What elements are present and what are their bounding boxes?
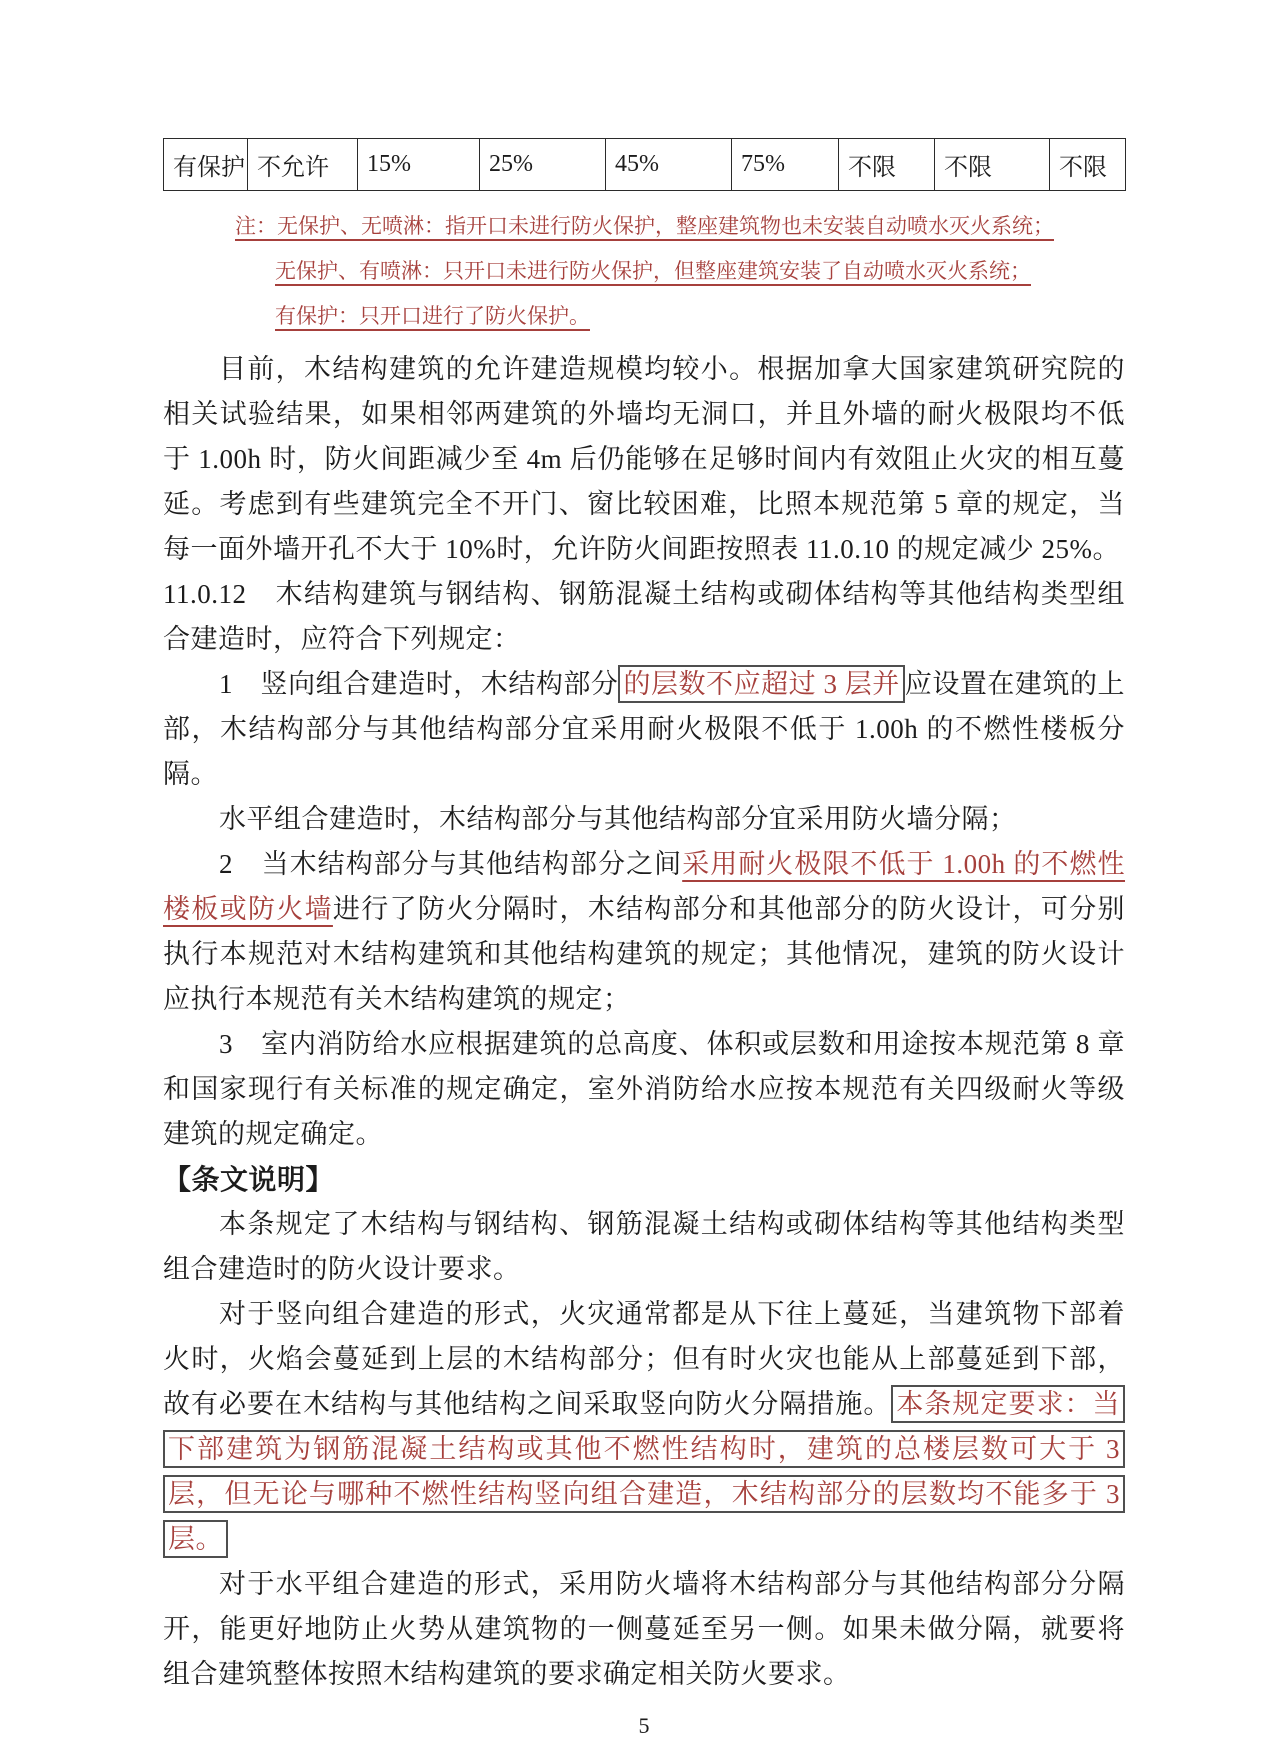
table-cell: 45% bbox=[606, 139, 732, 191]
text-segment: 水平组合建造时，木结构部分与其他结构部分宜采用防火墙分隔； bbox=[219, 804, 1017, 834]
text-segment: 对于竖向组合建造的形式，火灾通常都是从下往上蔓延，当建筑物下部着火时，火焰会蔓延到上层的木结构部分；但有时火灾也能从上部蔓延到下部，故有必要在木结构与其他结构之间采取竖向防火分隔措施。 bbox=[163, 1299, 1125, 1419]
page-number: 5 bbox=[638, 1713, 650, 1738]
table-row bbox=[164, 139, 1126, 191]
para-horizontal-rule bbox=[163, 797, 1125, 842]
para-current-scale bbox=[163, 347, 1125, 572]
fire-protection-table bbox=[163, 138, 1126, 191]
table-cell: 15% bbox=[358, 139, 480, 191]
heading-article-explanation bbox=[163, 1157, 1125, 1202]
table-note: 注：无保护、无喷淋：指开口未进行防火保护，整座建筑物也未安装自动喷水灭火系统； bbox=[235, 214, 1054, 238]
text-segment: 本条规定了木结构与钢结构、钢筋混凝土结构或砌体结构等其他结构类型组合建造时的防火设计要求。 bbox=[163, 1209, 1125, 1284]
text-segment: 1 竖向组合建造时，木结构部分 bbox=[219, 669, 619, 699]
red-underline-segment: 采用耐火极限不低于 1.00h 的不燃性楼板或防火墙 bbox=[163, 849, 1126, 924]
document-body bbox=[163, 347, 1125, 1697]
table-cell: 不允许 bbox=[248, 139, 358, 191]
para-item-2 bbox=[163, 842, 1125, 1022]
text-segment: 应设置在建筑的上部，木结构部分与其他结构部分宜采用耐火极限不低于 1.00h 的不燃性楼板分隔。 bbox=[163, 669, 1126, 789]
para-vertical-explanation bbox=[163, 1292, 1125, 1562]
text-segment: 3 室内消防给水应根据建筑的总高度、体积或层数和用途按本规范第 8 章和国家现行有关标准的规定确定，室外消防给水应按本规范有关四级耐火等级建筑的规定确定。 bbox=[163, 1029, 1125, 1149]
text-segment: 2 当木结构部分与其他结构部分之间 bbox=[219, 849, 683, 879]
para-item-1 bbox=[163, 662, 1125, 797]
para-clause-11-0-12 bbox=[163, 572, 1125, 662]
text-segment: 【条文说明】 bbox=[163, 1164, 335, 1195]
table-note: 无保护、有喷淋：只开口未进行防火保护，但整座建筑安装了自动喷水灭火系统； bbox=[275, 259, 1031, 283]
table-notes bbox=[163, 204, 1125, 339]
para-item-3 bbox=[163, 1022, 1125, 1157]
text-segment: 11.0.12 木结构建筑与钢结构、钢筋混凝土结构或砌体结构等其他结构类型组合建造时，应符合下列规定： bbox=[163, 579, 1125, 654]
table-cell: 不限 bbox=[1050, 139, 1126, 191]
text-segment: 进行了防火分隔时，木结构部分和其他部分的防火设计，可分别执行本规范对木结构建筑和其他结构建筑的规定；其他情况，建筑的防火设计应执行本规范有关木结构建筑的规定； bbox=[163, 894, 1126, 1014]
text-segment: 对于水平组合建造的形式，采用防火墙将木结构部分与其他结构部分分隔开，能更好地防止火势从建筑物的一侧蔓延至另一侧。如果未做分隔，就要将组合建筑整体按照木结构建筑的要求确定相关防火要求。 bbox=[163, 1569, 1125, 1689]
red-box-segment: 的层数不应超过 3 层并 bbox=[618, 665, 904, 703]
table-cell: 不限 bbox=[935, 139, 1050, 191]
para-horizontal-explanation bbox=[163, 1562, 1125, 1697]
table-cell: 75% bbox=[732, 139, 839, 191]
para-explanation-intro bbox=[163, 1202, 1125, 1292]
table-note: 有保护：只开口进行了防火保护。 bbox=[275, 304, 590, 328]
table-cell: 25% bbox=[480, 139, 606, 191]
table-cell: 不限 bbox=[839, 139, 935, 191]
text-segment: 目前，木结构建筑的允许建造规模均较小。根据加拿大国家建筑研究院的相关试验结果，如果相邻两建筑的外墙均无洞口，并且外墙的耐火极限均不低于 1.00h 时，防火间距减少至 4m 后仍能够在足够时间内有效阻止火灾的相互蔓延。考虑到有些建筑完全不开门、窗比较困难，比照本规范第 5 章的规定，当每一面外墙开孔不大于 10%时，允许防火间距按照表 11.0.10 的规定减少 25%。 bbox=[163, 354, 1125, 564]
red-box-segment: 本条规定要求：当下部建筑为钢筋混凝土结构或其他不燃性结构时，建筑的总楼层数可大于 3 层，但无论与哪种不燃性结构竖向组合建造，木结构部分的层数均不能多于 3 层。 bbox=[163, 1385, 1125, 1558]
table-cell: 有保护 bbox=[164, 139, 248, 191]
